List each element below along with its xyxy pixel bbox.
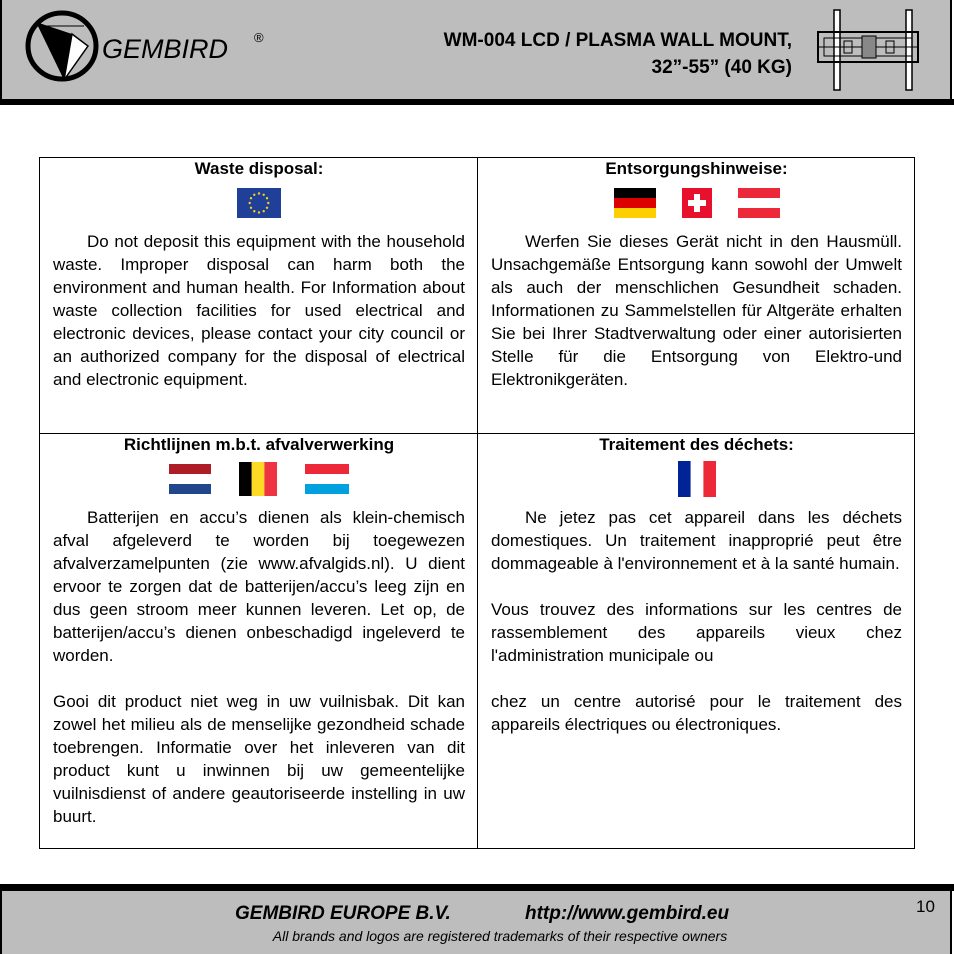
flags-dutch [53, 462, 465, 496]
cell-german [478, 158, 914, 433]
disposal-table [39, 157, 915, 849]
eu-flag-icon [237, 188, 281, 218]
paragraph-german: Werfen Sie dieses Gerät nicht in den Hausmüll. Unsachgemäße Entsorgung kann sowohl der Umwelt als auch der menschlichen Gesundheit schaden. Informationen zu Sammelstellen für Altgeräte erhalten Sie bei Ihrer Stadtverwaltung oder einer autorisierten Stelle für die Entsorgung von Elektro-und Elektronikgeräten. [491, 232, 902, 389]
heading-german: Entsorgungshinweise: [605, 159, 788, 178]
cell-english [40, 158, 477, 433]
paragraph-french-1: Ne jetez pas cet appareil dans les déchets domestiques. Un traitement inapproprié peut être dommageable à l'environnement et à la santé humain. [491, 508, 902, 573]
paragraph-english: Do not deposit this equipment with the household waste. Improper disposal can harm both the environment and human health. For Information about waste collection facilities for used electrical and electronic devices, please contact your city council or an authorized company for the disposal of electrical and electronic equipment. [53, 232, 465, 389]
flags-english [53, 186, 465, 220]
page-title [444, 27, 792, 81]
footer-divider [0, 884, 954, 891]
footer-url[interactable]: http://www.gembird.eu [525, 903, 730, 924]
paragraph-dutch-1: Batterijen en accu’s dienen als klein-chemisch afval afgeleverd te worden bij toegewezen afvalverzamelpunten (zie www.afvalgids.nl). U dient ervoor te zorgen dat de batterijen/accu’s leeg zijn en dus geen stroom meer kunnen leveren. Let op, de batterijen/accu’s dienen onbeschadigd ingeleverd te worden. [53, 508, 465, 665]
paragraph-french-2: Vous trouvez des informations sur les centres de rassemblement des appareils vieux chez l'administration municipale ou [491, 600, 902, 665]
luxembourg-flag-icon [305, 464, 349, 494]
germany-flag-icon [614, 188, 656, 218]
paragraph-french-3: chez un centre autorisé pour le traitement des appareils électriques ou électroniques. [491, 692, 902, 734]
paragraph-dutch-2: Gooi dit product niet weg in uw vuilnisbak. Dit kan zowel het milieu als de menselijke gezondheid schade toebrengen. Informatie over het inleveren van dit product kunt u inwinnen bij uw gemeentelijke vuilnisdienst of andere geautoriseerde instelling in uw buurt. [53, 692, 465, 826]
heading-english: Waste disposal: [194, 159, 324, 178]
page-header [0, 0, 952, 99]
footer-company: GEMBIRD EUROPE B.V. [235, 903, 451, 924]
flags-german [491, 186, 902, 220]
header-divider [0, 99, 954, 105]
brand-name: GEMBIRD [102, 34, 229, 64]
switzerland-flag-icon [682, 188, 712, 218]
heading-dutch: Richtlijnen m.b.t. afvalverwerking [123, 435, 395, 454]
flags-french [491, 462, 902, 496]
cell-dutch [40, 434, 477, 848]
heading-french: Traitement des déchets: [599, 435, 794, 454]
footer-trademark-note: All brands and logos are registered trademarks of their respective owners [272, 928, 728, 944]
france-flag-icon [678, 461, 716, 497]
belgium-flag-icon [239, 462, 277, 496]
title-line-2: 32”-55” (40 KG) [651, 57, 792, 78]
registered-mark: ® [254, 30, 264, 45]
title-line-1: WM-004 LCD / PLASMA WALL MOUNT, [443, 30, 792, 51]
cell-french [478, 434, 914, 848]
gembird-logo [24, 6, 264, 86]
page-footer [0, 891, 952, 954]
wall-mount-product-image [814, 8, 922, 92]
austria-flag-icon [738, 188, 780, 218]
page-number: 10 [916, 897, 935, 916]
netherlands-flag-icon [169, 464, 211, 494]
